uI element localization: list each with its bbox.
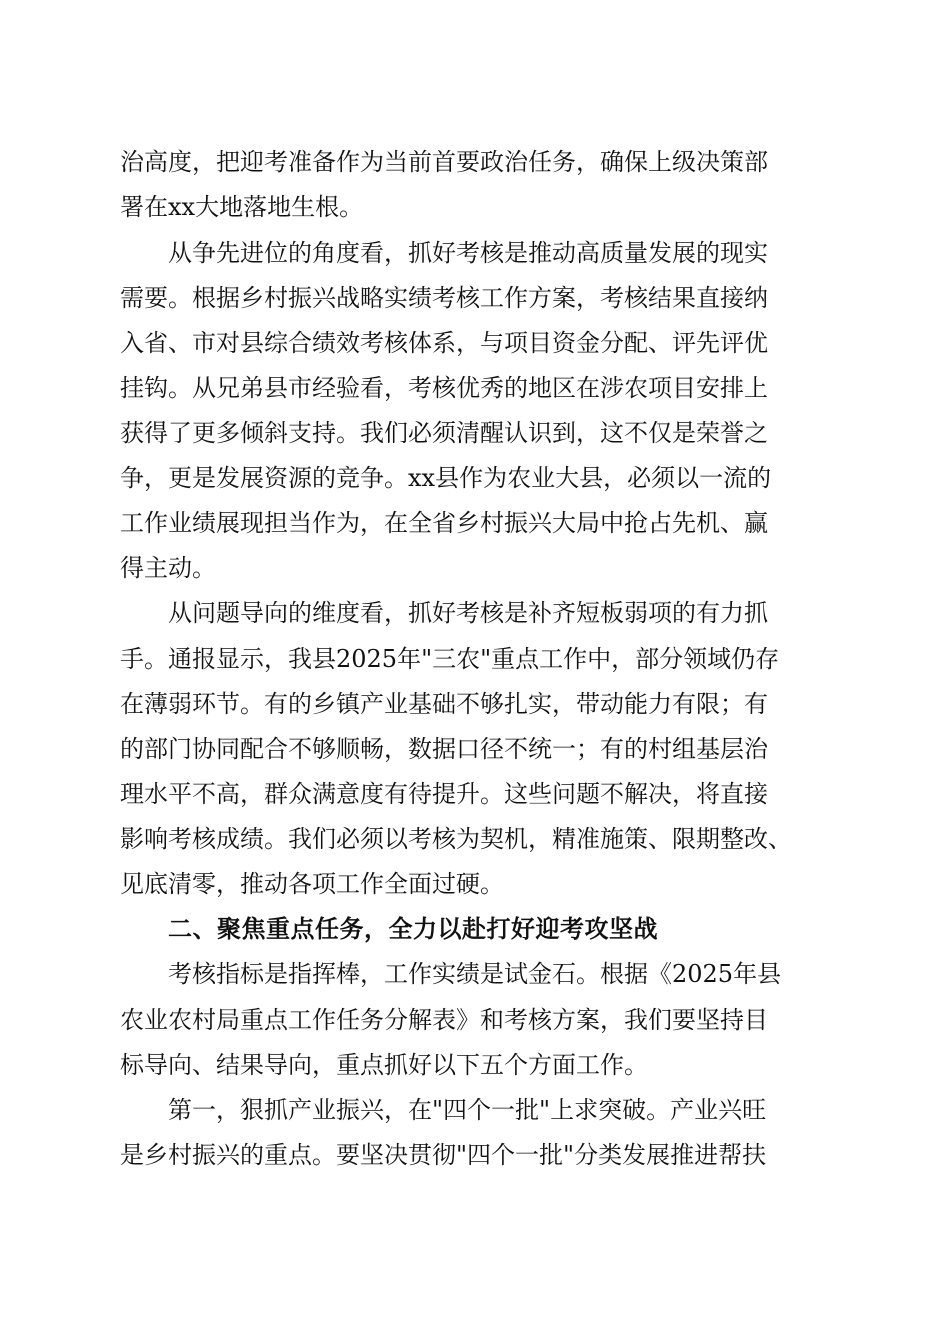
body-text-line: 第一，狠抓产业振兴，在"四个一批"上求突破。产业兴旺 — [168, 1096, 767, 1124]
body-text-line: 见底清零，推动各项工作全面过硬。 — [120, 870, 504, 898]
body-text-line: 挂钩。从兄弟县市经验看，考核优秀的地区在涉农项目安排上 — [120, 374, 768, 402]
body-text-line: 获得了更多倾斜支持。我们必须清醒认识到，这不仅是荣誉之 — [120, 419, 768, 447]
body-text-line: 手。通报显示，我县2025年"三农"重点工作中，部分领域仍存 — [120, 645, 780, 673]
body-text-line: 在薄弱环节。有的乡镇产业基础不够扎实，带动能力有限；有 — [120, 690, 768, 718]
body-text-line: 的部门协同配合不够顺畅，数据口径不统一；有的村组基层治 — [120, 735, 768, 763]
body-text-line: 考核指标是指挥棒，工作实绩是试金石。根据《2025年县 — [168, 960, 782, 988]
body-text-line: 从问题导向的维度看，抓好考核是补齐短板弱项的有力抓 — [168, 599, 768, 627]
body-text-line: 影响考核成绩。我们必须以考核为契机，精准施策、限期整改、 — [120, 825, 792, 853]
section-heading: 二、聚焦重点任务，全力以赴打好迎考攻坚战 — [168, 915, 658, 943]
body-text-line: 争，更是发展资源的竞争。xx县作为农业大县，必须以一流的 — [120, 464, 772, 492]
body-text-line: 需要。根据乡村振兴战略实绩考核工作方案，考核结果直接纳 — [120, 284, 768, 312]
body-text-line: 是乡村振兴的重点。要坚决贯彻"四个一批"分类发展推进帮扶 — [120, 1141, 767, 1169]
body-text-line: 理水平不高，群众满意度有待提升。这些问题不解决，将直接 — [120, 780, 768, 808]
body-text-line: 从争先进位的角度看，抓好考核是推动高质量发展的现实 — [168, 239, 768, 267]
body-text-line: 得主动。 — [120, 554, 216, 582]
body-text-line: 标导向、结果导向，重点抓好以下五个方面工作。 — [120, 1051, 648, 1079]
body-text-line: 入省、市对县综合绩效考核体系，与项目资金分配、评先评优 — [120, 329, 768, 357]
body-text-line: 署在xx大地落地生根。 — [120, 193, 364, 221]
body-text-line: 治高度，把迎考准备作为当前首要政治任务，确保上级决策部 — [120, 148, 768, 176]
body-text-line: 工作业绩展现担当作为，在全省乡村振兴大局中抢占先机、赢 — [120, 509, 768, 537]
body-text-line: 农业农村局重点工作任务分解表》和考核方案，我们要坚持目 — [120, 1006, 768, 1034]
